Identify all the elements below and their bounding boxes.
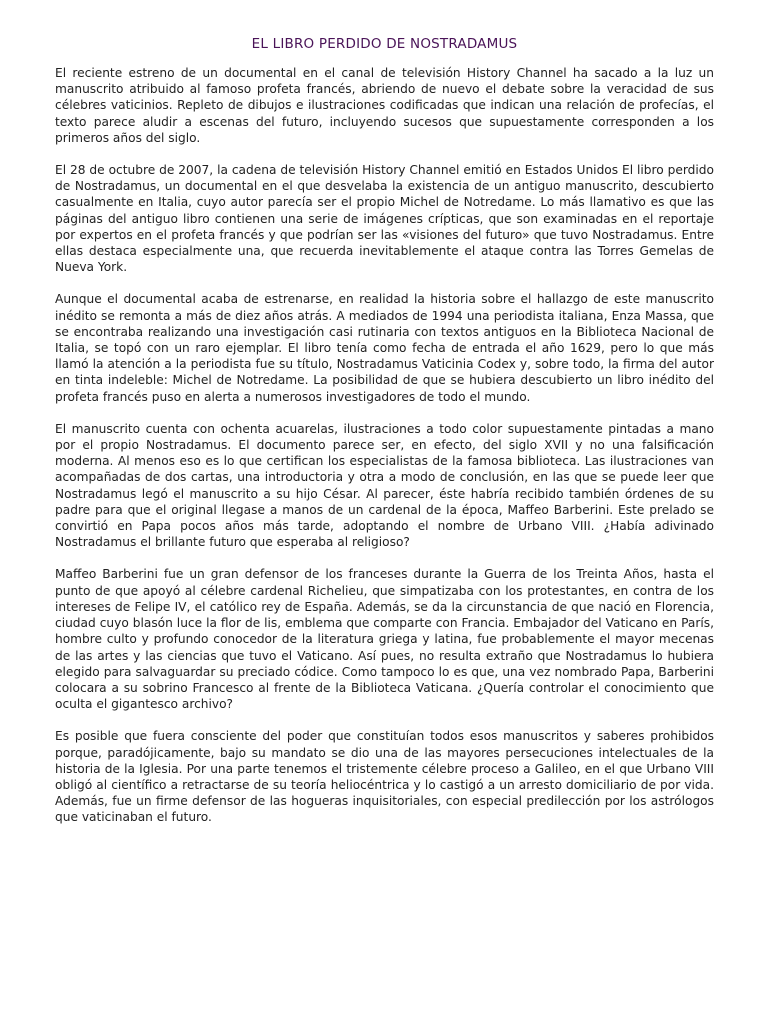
document-page [55,36,714,842]
document-title: EL LIBRO PERDIDO DE NOSTRADAMUS [251,36,518,52]
paragraph-1: El reciente estreno de un documental en el canal de televisión History Channel ha sacado a la luz un manuscrito atribuido al famoso profeta francés, abriendo de nuevo el debate sobre la veracidad de sus célebres vaticinios. Repleto de dibujos e ilustraciones codificadas que indican una relación de profecías, el texto parece aludir a escenas del futuro, incluyendo sucesos que supuestamente corresponden a los primeros años del siglo. [55,66,714,145]
paragraph-3: Aunque el documental acaba de estrenarse, en realidad la historia sobre el hallazgo de este manuscrito inédito se remonta a más de diez años atrás. A mediados de 1994 una periodista italiana, Enza Massa, que se encontraba realizando una investigación casi rutinaria con textos antiguos en la Biblioteca Nacional de Italia, se topó con un raro ejemplar. El libro tenía como fecha de entrada el año 1629, pero lo que más llamó la atención a la periodista fue su título, Nostradamus Vaticinia Codex y, sobre todo, la firma del autor en tinta indeleble: Michel de Notredame. La posibilidad de que se hubiera descubierto un libro inédito del profeta francés puso en alerta a numerosos investigadores de todo el mundo. [55,292,714,404]
paragraph-4: El manuscrito cuenta con ochenta acuarelas, ilustraciones a todo color supuestamente pintadas a mano por el propio Nostradamus. El documento parece ser, en efecto, del siglo XVII y no una falsificación moderna. Al menos eso es lo que certifican los especialistas de la famosa biblioteca. Las ilustraciones van acompañadas de dos cartas, una introductoria y otra a modo de conclusión, en las que se puede leer que Nostradamus legó el manuscrito a su hijo César. Al parecer, éste habría recibido también órdenes de su padre para que el original llegase a manos de un cardenal de la época, Maffeo Barberini. Este prelado se convirtió en Papa pocos años más tarde, adoptando el nombre de Urbano VIII. ¿Había adivinado Nostradamus el brillante futuro que esperaba al religioso? [55,421,714,550]
paragraph-5: Maffeo Barberini fue un gran defensor de los franceses durante la Guerra de los Treinta Años, hasta el punto de que apoyó al célebre cardenal Richelieu, que simpatizaba con los protestantes, en contra de los intereses de Felipe IV, el católico rey de España. Además, se da la circunstancia de que nació en Florencia, ciudad cuyo blasón luce la flor de lis, emblema que comparte con Francia. Embajador del Vaticano en París, hombre culto y profundo conocedor de la literatura griega y latina, fue probablemente el mayor mecenas de las artes y las ciencias que tuvo el Vaticano. Así pues, no resulta extraño que Nostradamus lo hubiera elegido para salvaguardar su preciado códice. Como tampoco lo es que, una vez nombrado Papa, Barberini colocara a su sobrino Francesco al frente de la Biblioteca Vaticana. ¿Quería controlar el conocimiento que oculta el gigantesco archivo? [55,567,714,712]
paragraph-2: El 28 de octubre de 2007, la cadena de televisión History Channel emitió en Estados Unidos El libro perdido de Nostradamus, un documental en el que desvelaba la existencia de un antiguo manuscrito, descubierto casualmente en Italia, cuyo autor parecía ser el propio Michel de Notredame. Lo más llamativo es que las páginas del antiguo libro contienen una serie de imágenes crípticas, que son examinadas en el reportaje por expertos en el profeta francés y que podrían ser las «visiones del futuro» que tuvo Nostradamus. Entre ellas destaca especialmente una, que recuerda inevitablemente el ataque contra las Torres Gemelas de Nueva York. [55,163,714,275]
paragraph-6: Es posible que fuera consciente del poder que constituían todos esos manuscritos y saberes prohibidos porque, paradójicamente, bajo su mandato se dio una de las mayores persecuciones intelectuales de la historia de la Iglesia. Por una parte tenemos el tristemente célebre proceso a Galileo, en el que Urbano VIII obligó al científico a retractarse de su teoría heliocéntrica y lo castigó a un arresto domiciliario de por vida. Además, fue un firme defensor de las hogueras inquisitoriales, con especial predilección por los astrólogos que vaticinaban el futuro. [55,729,714,825]
